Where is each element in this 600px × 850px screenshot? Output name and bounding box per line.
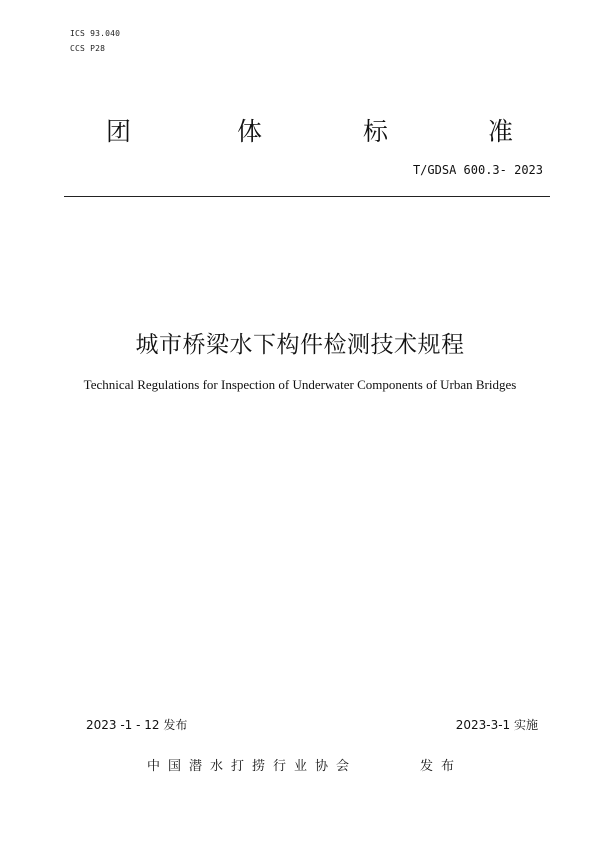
standard-type-char: 标: [363, 117, 389, 146]
standard-type-char: 准: [488, 117, 514, 146]
issue-label: 发布: [420, 759, 463, 774]
standard-number: T/GDSA 600.3- 2023: [412, 163, 543, 177]
title-chinese: 城市桥梁水下构件检测技术规程: [135, 332, 465, 358]
implement-date: 2023-3-1 实施: [455, 718, 538, 732]
ics-code: ICS 93.040: [70, 29, 121, 38]
header-divider: [64, 196, 550, 197]
title-english: Technical Regulations for Inspection of Underwater Components of Urban Bridges: [83, 377, 517, 392]
standard-type-char: 团: [106, 117, 132, 146]
ccs-code: CCS P28: [70, 44, 106, 53]
issuing-organization: 中国潜水打捞行业协会: [147, 759, 358, 774]
standard-type-char: 体: [237, 117, 263, 146]
publish-date: 2023 -1 - 12 发布: [86, 718, 188, 732]
